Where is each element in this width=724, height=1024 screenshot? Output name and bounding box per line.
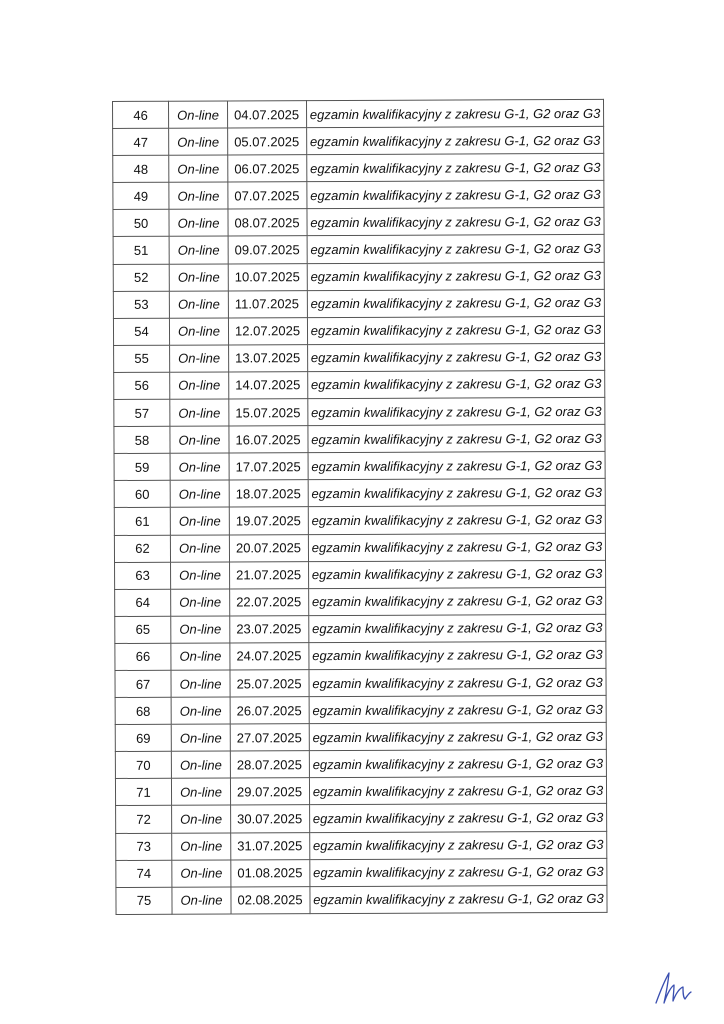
- row-date: 27.07.2025: [230, 724, 309, 751]
- row-date: 15.07.2025: [229, 399, 308, 426]
- row-mode: On-line: [169, 182, 228, 209]
- row-number: 49: [113, 183, 169, 210]
- row-date: 14.07.2025: [229, 372, 308, 399]
- table-row: [113, 262, 604, 291]
- row-description: egzamin kwalifikacyjny z zakresu G-1, G2 oraz G3: [309, 560, 606, 588]
- table-row: [114, 452, 605, 481]
- row-number: 47: [113, 128, 169, 155]
- table-row: [115, 777, 606, 806]
- table-row: [115, 695, 606, 724]
- table-row: [114, 533, 605, 562]
- row-date: 17.07.2025: [229, 453, 308, 480]
- row-mode: On-line: [172, 887, 231, 914]
- table-row: [115, 560, 606, 589]
- row-number: 64: [115, 589, 171, 616]
- row-mode: On-line: [170, 534, 229, 561]
- row-description: egzamin kwalifikacyjny z zakresu G-1, G2 oraz G3: [308, 424, 605, 452]
- row-mode: On-line: [172, 860, 231, 887]
- row-mode: On-line: [169, 318, 228, 345]
- row-date: 09.07.2025: [228, 236, 307, 263]
- exam-schedule-table: [112, 99, 608, 915]
- row-description: egzamin kwalifikacyjny z zakresu G-1, G2 oraz G3: [309, 668, 606, 696]
- row-description: egzamin kwalifikacyjny z zakresu G-1, G2 oraz G3: [308, 397, 605, 425]
- row-mode: On-line: [170, 372, 229, 399]
- row-number: 54: [113, 318, 169, 345]
- row-description: egzamin kwalifikacyjny z zakresu G-1, G2 oraz G3: [310, 885, 607, 913]
- row-mode: On-line: [169, 128, 228, 155]
- row-description: egzamin kwalifikacyjny z zakresu G-1, G2 oraz G3: [307, 154, 604, 182]
- row-date: 28.07.2025: [230, 751, 309, 778]
- table-row: [115, 723, 606, 752]
- row-description: egzamin kwalifikacyjny z zakresu G-1, G2 oraz G3: [307, 126, 604, 154]
- row-date: 25.07.2025: [230, 670, 309, 697]
- row-mode: On-line: [171, 724, 230, 751]
- row-mode: On-line: [169, 291, 228, 318]
- row-number: 50: [113, 210, 169, 237]
- table-row: [116, 804, 607, 833]
- row-number: 52: [113, 264, 169, 291]
- row-description: egzamin kwalifikacyjny z zakresu G-1, G2 oraz G3: [309, 723, 606, 751]
- table-row: [114, 424, 605, 453]
- row-description: egzamin kwalifikacyjny z zakresu G-1, G2 oraz G3: [307, 181, 604, 209]
- row-number: 62: [114, 535, 170, 562]
- row-description: egzamin kwalifikacyjny z zakresu G-1, G2 oraz G3: [309, 695, 606, 723]
- row-description: egzamin kwalifikacyjny z zakresu G-1, G2 oraz G3: [309, 587, 606, 615]
- row-date: 12.07.2025: [228, 317, 307, 344]
- row-description: egzamin kwalifikacyjny z zakresu G-1, G2 oraz G3: [308, 506, 605, 534]
- row-mode: On-line: [169, 155, 228, 182]
- table-row: [116, 831, 607, 860]
- row-description: egzamin kwalifikacyjny z zakresu G-1, G2 oraz G3: [309, 641, 606, 669]
- row-number: 51: [113, 237, 169, 264]
- row-number: 66: [115, 643, 171, 670]
- row-date: 16.07.2025: [229, 426, 308, 453]
- row-mode: On-line: [171, 751, 230, 778]
- row-mode: On-line: [171, 562, 230, 589]
- row-number: 57: [114, 399, 170, 426]
- row-number: 70: [115, 751, 171, 778]
- row-date: 05.07.2025: [228, 128, 307, 155]
- row-number: 59: [114, 453, 170, 480]
- row-mode: On-line: [172, 805, 231, 832]
- row-date: 23.07.2025: [230, 615, 309, 642]
- row-date: 21.07.2025: [230, 561, 309, 588]
- row-number: 69: [115, 724, 171, 751]
- row-number: 67: [115, 670, 171, 697]
- table-row: [116, 885, 607, 914]
- row-description: egzamin kwalifikacyjny z zakresu G-1, G2 oraz G3: [307, 262, 604, 290]
- table-row: [114, 397, 605, 426]
- row-date: 31.07.2025: [231, 832, 310, 859]
- row-description: egzamin kwalifikacyjny z zakresu G-1, G2 oraz G3: [309, 614, 606, 642]
- row-description: egzamin kwalifikacyjny z zakresu G-1, G2 oraz G3: [310, 831, 607, 859]
- row-number: 68: [115, 697, 171, 724]
- row-date: 19.07.2025: [229, 507, 308, 534]
- row-mode: On-line: [171, 697, 230, 724]
- table-row: [115, 614, 606, 643]
- row-mode: On-line: [170, 453, 229, 480]
- row-number: 60: [114, 481, 170, 508]
- row-number: 61: [114, 508, 170, 535]
- row-date: 06.07.2025: [228, 155, 307, 182]
- row-number: 65: [115, 616, 171, 643]
- row-date: 11.07.2025: [228, 290, 307, 317]
- row-mode: On-line: [169, 101, 228, 128]
- table-row: [114, 479, 605, 508]
- row-date: 04.07.2025: [228, 101, 307, 128]
- row-mode: On-line: [170, 426, 229, 453]
- row-number: 73: [116, 833, 172, 860]
- row-description: egzamin kwalifikacyjny z zakresu G-1, G2 oraz G3: [308, 533, 605, 561]
- row-number: 58: [114, 426, 170, 453]
- row-description: egzamin kwalifikacyjny z zakresu G-1, G2 oraz G3: [308, 343, 605, 371]
- row-number: 72: [116, 806, 172, 833]
- row-date: 30.07.2025: [231, 805, 310, 832]
- table-row: [115, 641, 606, 670]
- table-row: [114, 343, 605, 372]
- row-number: 48: [113, 155, 169, 182]
- row-date: 07.07.2025: [228, 182, 307, 209]
- row-mode: On-line: [169, 209, 228, 236]
- row-mode: On-line: [171, 643, 230, 670]
- row-description: egzamin kwalifikacyjny z zakresu G-1, G2 oraz G3: [309, 777, 606, 805]
- table-row: [114, 370, 605, 399]
- row-description: egzamin kwalifikacyjny z zakresu G-1, G2 oraz G3: [308, 370, 605, 398]
- handwritten-initials-icon: [652, 970, 692, 1006]
- table-row: [113, 126, 604, 155]
- table-row: [115, 750, 606, 779]
- row-description: egzamin kwalifikacyjny z zakresu G-1, G2 oraz G3: [310, 804, 607, 832]
- row-description: egzamin kwalifikacyjny z zakresu G-1, G2 oraz G3: [307, 99, 604, 127]
- row-mode: On-line: [170, 480, 229, 507]
- row-date: 01.08.2025: [231, 859, 310, 886]
- row-date: 18.07.2025: [229, 480, 308, 507]
- row-date: 22.07.2025: [230, 588, 309, 615]
- row-description: egzamin kwalifikacyjny z zakresu G-1, G2 oraz G3: [307, 208, 604, 236]
- table-row: [113, 208, 604, 237]
- row-number: 75: [116, 887, 172, 914]
- row-mode: On-line: [169, 236, 228, 263]
- row-mode: On-line: [171, 778, 230, 805]
- table-row: [114, 506, 605, 535]
- row-date: 13.07.2025: [229, 344, 308, 371]
- row-description: egzamin kwalifikacyjny z zakresu G-1, G2 oraz G3: [307, 289, 604, 317]
- row-date: 08.07.2025: [228, 209, 307, 236]
- row-mode: On-line: [171, 616, 230, 643]
- table-row: [113, 289, 604, 318]
- row-number: 71: [115, 779, 171, 806]
- table-row: [113, 235, 604, 264]
- row-description: egzamin kwalifikacyjny z zakresu G-1, G2 oraz G3: [310, 858, 607, 886]
- row-date: 26.07.2025: [230, 697, 309, 724]
- table-row: [113, 316, 604, 345]
- row-description: egzamin kwalifikacyjny z zakresu G-1, G2 oraz G3: [308, 452, 605, 480]
- row-description: egzamin kwalifikacyjny z zakresu G-1, G2 oraz G3: [307, 316, 604, 344]
- row-mode: On-line: [170, 345, 229, 372]
- row-date: 29.07.2025: [230, 778, 309, 805]
- row-mode: On-line: [171, 589, 230, 616]
- row-date: 24.07.2025: [230, 643, 309, 670]
- row-number: 74: [116, 860, 172, 887]
- row-mode: On-line: [170, 399, 229, 426]
- row-description: egzamin kwalifikacyjny z zakresu G-1, G2 oraz G3: [307, 235, 604, 263]
- row-date: 20.07.2025: [229, 534, 308, 561]
- row-number: 63: [115, 562, 171, 589]
- row-number: 56: [114, 372, 170, 399]
- table-row: [113, 99, 604, 128]
- row-mode: On-line: [171, 670, 230, 697]
- row-description: egzamin kwalifikacyjny z zakresu G-1, G2 oraz G3: [309, 750, 606, 778]
- row-date: 02.08.2025: [231, 886, 310, 913]
- row-number: 53: [113, 291, 169, 318]
- row-mode: On-line: [169, 264, 228, 291]
- row-date: 10.07.2025: [228, 263, 307, 290]
- table-row: [113, 181, 604, 210]
- row-mode: On-line: [172, 833, 231, 860]
- table-row: [115, 668, 606, 697]
- row-number: 55: [114, 345, 170, 372]
- table-row: [116, 858, 607, 887]
- row-description: egzamin kwalifikacyjny z zakresu G-1, G2 oraz G3: [308, 479, 605, 507]
- row-mode: On-line: [170, 507, 229, 534]
- table-row: [115, 587, 606, 616]
- table-row: [113, 154, 604, 183]
- row-number: 46: [113, 101, 169, 128]
